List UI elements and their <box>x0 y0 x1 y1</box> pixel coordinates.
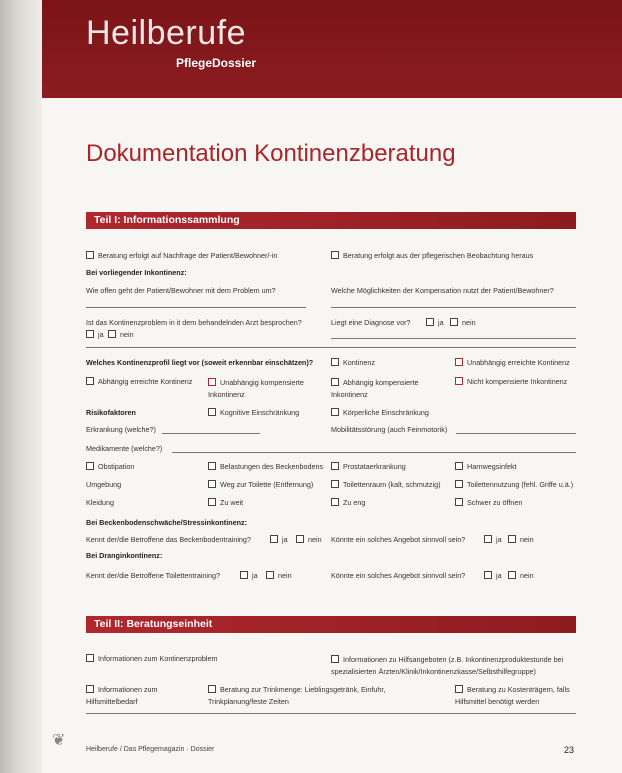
checkbox-offer2-no[interactable] <box>508 571 534 580</box>
brand-subtitle: PflegeDossier <box>176 56 257 70</box>
answer-line[interactable] <box>331 307 576 308</box>
label: ja <box>98 330 104 339</box>
checkbox-icon <box>86 462 94 470</box>
question-toilet-training: Kennt der/die Betroffene Toilettentraining? <box>86 571 220 580</box>
label: ja <box>496 571 502 580</box>
urge-label: Bei Dranginkontinenz: <box>86 551 163 560</box>
checkbox-pelvic-yes[interactable] <box>270 535 288 544</box>
checkbox-hard-open[interactable] <box>455 498 522 507</box>
checkbox-icon <box>240 571 248 579</box>
leaf-icon: ❦ <box>52 732 66 749</box>
answer-line[interactable] <box>172 452 576 453</box>
checkbox-independent-continence[interactable] <box>455 358 570 367</box>
checkbox-cost-carrier[interactable] <box>455 684 575 708</box>
label: Zu eng <box>343 498 366 507</box>
checkbox-icon <box>86 377 94 385</box>
label: Informationen zum Hilfsmittelbedarf <box>86 685 158 706</box>
label: Nicht kompensierte Inkontinenz <box>467 377 568 386</box>
checkbox-not-compensated[interactable] <box>455 377 567 386</box>
clothing-label: Kleidung <box>86 498 114 507</box>
checkbox-drink[interactable] <box>208 684 423 708</box>
label: Abhängig erreichte Kontinenz <box>98 377 193 386</box>
label: Weg zur Toilette (Entfernung) <box>220 480 314 489</box>
checkbox-icon <box>208 462 216 470</box>
checkbox-icon <box>270 535 278 543</box>
meds-label: Medikamente (welche?) <box>86 444 163 453</box>
label: Informationen zum Kontinenzproblem <box>98 654 218 663</box>
checkbox-obstipation[interactable] <box>86 462 134 471</box>
label: nein <box>278 571 292 580</box>
checkbox-continence[interactable] <box>331 358 375 367</box>
checkbox-cognitive[interactable] <box>208 408 299 417</box>
checkbox-toilet-room[interactable] <box>331 480 440 489</box>
checkbox-toilet-path[interactable] <box>208 480 313 489</box>
checkbox-doctor-yes[interactable] <box>86 330 104 339</box>
checkbox-observation[interactable] <box>331 251 533 260</box>
checkbox-offer-no[interactable] <box>508 535 534 544</box>
divider <box>86 347 576 348</box>
checkbox-uti[interactable] <box>455 462 517 471</box>
checkbox-icon <box>296 535 304 543</box>
label: Abhängig kompensierte Inkontinenz <box>331 378 419 399</box>
checkbox-icon <box>331 378 339 386</box>
checkbox-icon <box>450 318 458 326</box>
checkbox-icon <box>108 330 116 338</box>
label: Zu weit <box>220 498 244 507</box>
question-offer-2: Könnte ein solches Angebot sinnvoll sein? <box>331 571 466 580</box>
checkbox-icon <box>331 251 339 259</box>
disease-label: Erkrankung (welche?) <box>86 425 156 434</box>
checkbox-diagnosis-yes[interactable] <box>426 318 444 327</box>
checkbox-icon <box>86 251 94 259</box>
checkbox-info-help[interactable] <box>331 654 576 678</box>
checkbox-offer-yes[interactable] <box>484 535 502 544</box>
checkbox-icon <box>86 654 94 662</box>
question-compensation: Welche Möglichkeiten der Kompensation nutzt der Patient/Bewohner? <box>331 286 554 295</box>
label: Informationen zu Hilfsangeboten (z.B. Inkontinenzproduktestunde bei spezialisierten Ärzten/Klinik/Inkontinenzkasse/Selbsthilfegruppe) <box>331 655 564 676</box>
binding-edge <box>0 0 42 773</box>
checkbox-diagnosis-no[interactable] <box>450 318 476 327</box>
checkbox-icon <box>508 535 516 543</box>
answer-line[interactable] <box>331 338 576 339</box>
checkbox-physical[interactable] <box>331 408 429 417</box>
checkbox-icon <box>331 408 339 416</box>
checkbox-icon <box>455 462 463 470</box>
profile-label: Welches Kontinenzprofil liegt vor (soweit erkennbar einschätzen)? <box>86 358 314 367</box>
label: Obstipation <box>98 462 135 471</box>
checkbox-icon <box>86 330 94 338</box>
page-number: 23 <box>563 745 574 755</box>
environment-label: Umgebung <box>86 480 122 489</box>
checkbox-icon <box>208 480 216 488</box>
divider <box>86 713 576 714</box>
label: Kontinenz <box>343 358 375 367</box>
checkbox-icon <box>208 378 216 386</box>
checkbox-too-tight[interactable] <box>331 498 365 507</box>
risk-label: Risikofaktoren <box>86 408 136 417</box>
label: nein <box>520 535 534 544</box>
answer-line[interactable] <box>86 307 306 308</box>
checkbox-icon <box>508 571 516 579</box>
checkbox-icon <box>208 685 216 693</box>
checkbox-request[interactable] <box>86 251 277 260</box>
checkbox-dependent-compensated[interactable] <box>331 377 441 401</box>
question-doctor: Ist das Kontinenzproblem in it dem behandelnden Arzt besprochen? <box>86 318 302 327</box>
label: Belastungen des Beckenbodens <box>220 462 324 471</box>
label: nein <box>462 318 476 327</box>
checkbox-icon <box>426 318 434 326</box>
answer-line[interactable] <box>456 433 576 434</box>
checkbox-icon <box>455 358 463 366</box>
label: Unabhängig kompensierte Inkontinenz <box>208 378 304 399</box>
checkbox-doctor-no[interactable] <box>108 330 134 339</box>
checkbox-icon <box>484 571 492 579</box>
label: Beratung erfolgt aus der pflegerischen Beobachtung heraus <box>343 251 534 260</box>
checkbox-icon <box>86 685 94 693</box>
checkbox-icon <box>331 462 339 470</box>
label: Unabhängig erreichte Kontinenz <box>467 358 570 367</box>
label: Beratung zur Trinkmenge: Lieblingsgetränk, Einfuhr, Trinkplanung/feste Zeiten <box>208 685 386 706</box>
answer-line[interactable] <box>162 433 260 434</box>
checkbox-pelvic-stress[interactable] <box>208 462 323 471</box>
label: Beratung zu Kostenträgern, falls Hilfsmittel benötigt werden <box>455 685 570 706</box>
question-handle: Wie offen geht der Patient/Bewohner mit dem Problem um? <box>86 286 276 295</box>
checkbox-icon <box>331 498 339 506</box>
label: ja <box>438 318 444 327</box>
label: Kognitive Einschränkung <box>220 408 300 417</box>
checkbox-info-aids[interactable] <box>86 684 206 708</box>
checkbox-icon <box>455 480 463 488</box>
checkbox-prostate[interactable] <box>331 462 406 471</box>
checkbox-toilet-training-no[interactable] <box>266 571 292 580</box>
checkbox-info-problem[interactable] <box>86 654 217 663</box>
pelvic-label: Bei Beckenbodenschwäche/Stressinkontinenz: <box>86 518 247 527</box>
label: Prostataerkrankung <box>343 462 406 471</box>
checkbox-icon <box>331 480 339 488</box>
checkbox-independent-compensated[interactable] <box>208 377 318 401</box>
mobility-label: Mobilitätsstörung (auch Feinmotorik) <box>331 425 448 434</box>
brand-title: Heilberufe <box>86 14 246 52</box>
section-heading-part1: Teil I: Informationssammlung <box>86 212 576 229</box>
checkbox-icon <box>331 655 339 663</box>
label: Toilettenraum (kalt, schmutzig) <box>343 480 441 489</box>
checkbox-pelvic-no[interactable] <box>296 535 322 544</box>
label: nein <box>120 330 134 339</box>
checkbox-toilet-use[interactable] <box>455 480 573 489</box>
label: Harnwegsinfekt <box>467 462 517 471</box>
label: Toilettennutzung (fehl. Griffe u.ä.) <box>467 480 574 489</box>
label: Schwer zu öffnen <box>467 498 523 507</box>
checkbox-icon <box>266 571 274 579</box>
checkbox-toilet-training-yes[interactable] <box>240 571 258 580</box>
checkbox-dependent-continence[interactable] <box>86 377 192 386</box>
checkbox-icon <box>484 535 492 543</box>
checkbox-icon <box>208 408 216 416</box>
page-title: Dokumentation Kontinenzberatung <box>86 140 456 167</box>
label: nein <box>520 571 534 580</box>
label: ja <box>282 535 288 544</box>
checkbox-icon <box>208 498 216 506</box>
checkbox-too-wide[interactable] <box>208 498 243 507</box>
label: Körperliche Einschränkung <box>343 408 429 417</box>
checkbox-icon <box>331 358 339 366</box>
question-diagnosis: Liegt eine Diagnose vor? <box>331 318 411 327</box>
checkbox-icon <box>455 685 463 693</box>
footer-source: Heilberufe / Das Pflegemagazin · Dossier <box>86 746 215 753</box>
label: Beratung erfolgt auf Nachfrage der Patient/Bewohner/-in <box>98 251 278 260</box>
label: ja <box>252 571 258 580</box>
checkbox-icon <box>455 377 463 385</box>
section-heading-part2: Teil II: Beratungseinheit <box>86 616 576 633</box>
label: ja <box>496 535 502 544</box>
label: nein <box>308 535 322 544</box>
question-offer: Könnte ein solches Angebot sinnvoll sein? <box>331 535 466 544</box>
existing-label: Bei vorliegender Inkontinenz: <box>86 268 187 277</box>
question-pelvic-training: Kennt der/die Betroffene das Beckenbodentraining? <box>86 535 251 544</box>
checkbox-icon <box>455 498 463 506</box>
checkbox-offer2-yes[interactable] <box>484 571 502 580</box>
